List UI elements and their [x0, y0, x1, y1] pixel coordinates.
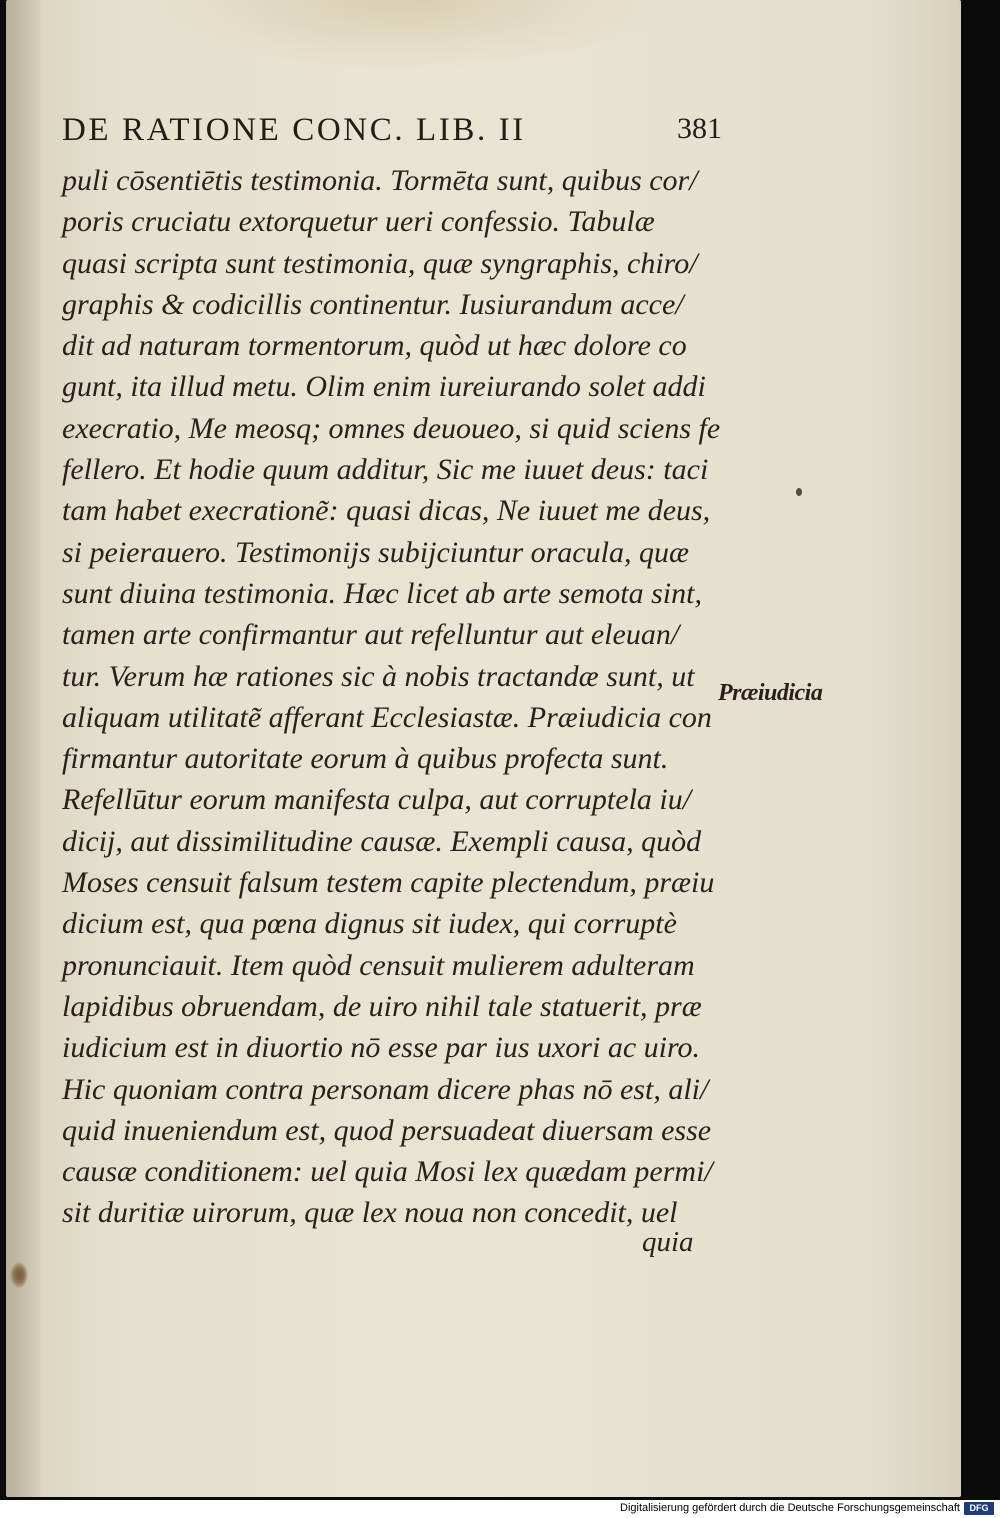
text-line: tam habet execratione͂: quasi dicas, Ne iuuet me deus,	[62, 494, 711, 528]
marginal-note: Præiudicia	[718, 680, 823, 706]
text-line: dit ad naturam tormentorum, quòd ut hæc dolore co	[62, 329, 687, 363]
text-line: sit duritiæ uirorum, quæ lex noua non concedit, uel	[62, 1196, 678, 1230]
running-head-title: DE RATIONE CONC. LIB. II	[62, 112, 526, 148]
folio-number: 381	[677, 112, 722, 145]
text-line: Hic quoniam contra personam dicere phas nō est, ali/	[62, 1072, 709, 1106]
text-line: pronunciauit. Item quòd censuit mulierem adulteram	[62, 948, 695, 982]
text-line: execratio, Me meosq; omnes deuoueo, si quid sciens fe	[62, 411, 721, 445]
text-line: puli cōsentiētis testimonia. Tormēta sunt, quibus cor/	[62, 164, 698, 197]
running-head	[62, 112, 722, 152]
text-line: lapidibus obruendam, de uiro nihil tale statuerit, præ	[62, 989, 702, 1023]
text-line: dicij, aut dissimilitudine causæ. Exempli causa, quòd	[62, 824, 702, 858]
text-line: aliquam utilitate͂ afferant Ecclesiastæ. Præiudicia con	[62, 700, 712, 734]
text-line: quid inueniendum est, quod persuadeat diuersam esse	[62, 1113, 712, 1147]
text-line: tamen arte confirmantur aut refelluntur aut eleuan/	[62, 618, 680, 652]
text-line: causæ conditionem: uel quia Mosi lex quædam permi/	[62, 1155, 713, 1189]
ink-speck	[796, 488, 802, 496]
text-line: fellero. Et hodie quum additur, Sic me iuuet deus: taci	[62, 453, 709, 487]
text-line: Refellūtur eorum manifesta culpa, aut corruptela iu/	[62, 783, 692, 817]
text-line: si peierauero. Testimonijs subijciuntur oracula, quæ	[62, 535, 689, 569]
text-line: gunt, ita illud metu. Olim enim iureiurando solet addi	[62, 370, 706, 404]
text-line: iudicium est in diuortio nō esse par ius uxori ac uiro.	[62, 1031, 701, 1065]
text-line: Moses censuit falsum testem capite plectendum, præiu	[62, 866, 715, 900]
text-line: quasi scripta sunt testimonia, quæ syngraphis, chiro/	[62, 246, 698, 280]
book-page	[6, 0, 961, 1497]
text-line: firmantur autoritate eorum à quibus profecta sunt.	[62, 742, 669, 776]
text-line: graphis & codicillis continentur. Iusiurandum acce/	[62, 287, 684, 321]
text-line: tur. Verum hæ rationes sic à nobis tractandæ sunt, ut	[62, 659, 695, 693]
text-line: poris cruciatu extorquetur ueri confessio. Tabulæ	[62, 205, 655, 239]
footer-bar	[0, 1500, 1000, 1518]
dfg-logo: DFG	[964, 1502, 994, 1515]
page-stain	[10, 1262, 28, 1288]
footer-credit: Digitalisierung gefördert durch die Deutsche Forschungsgemeinschaft	[620, 1502, 960, 1514]
body-text	[62, 160, 722, 1234]
text-line: dicium est, qua pœna dignus sit iudex, qui corruptè	[62, 907, 677, 941]
text-line: sunt diuina testimonia. Hæc licet ab arte semota sint,	[62, 576, 702, 610]
catchword: quia	[642, 1226, 694, 1258]
